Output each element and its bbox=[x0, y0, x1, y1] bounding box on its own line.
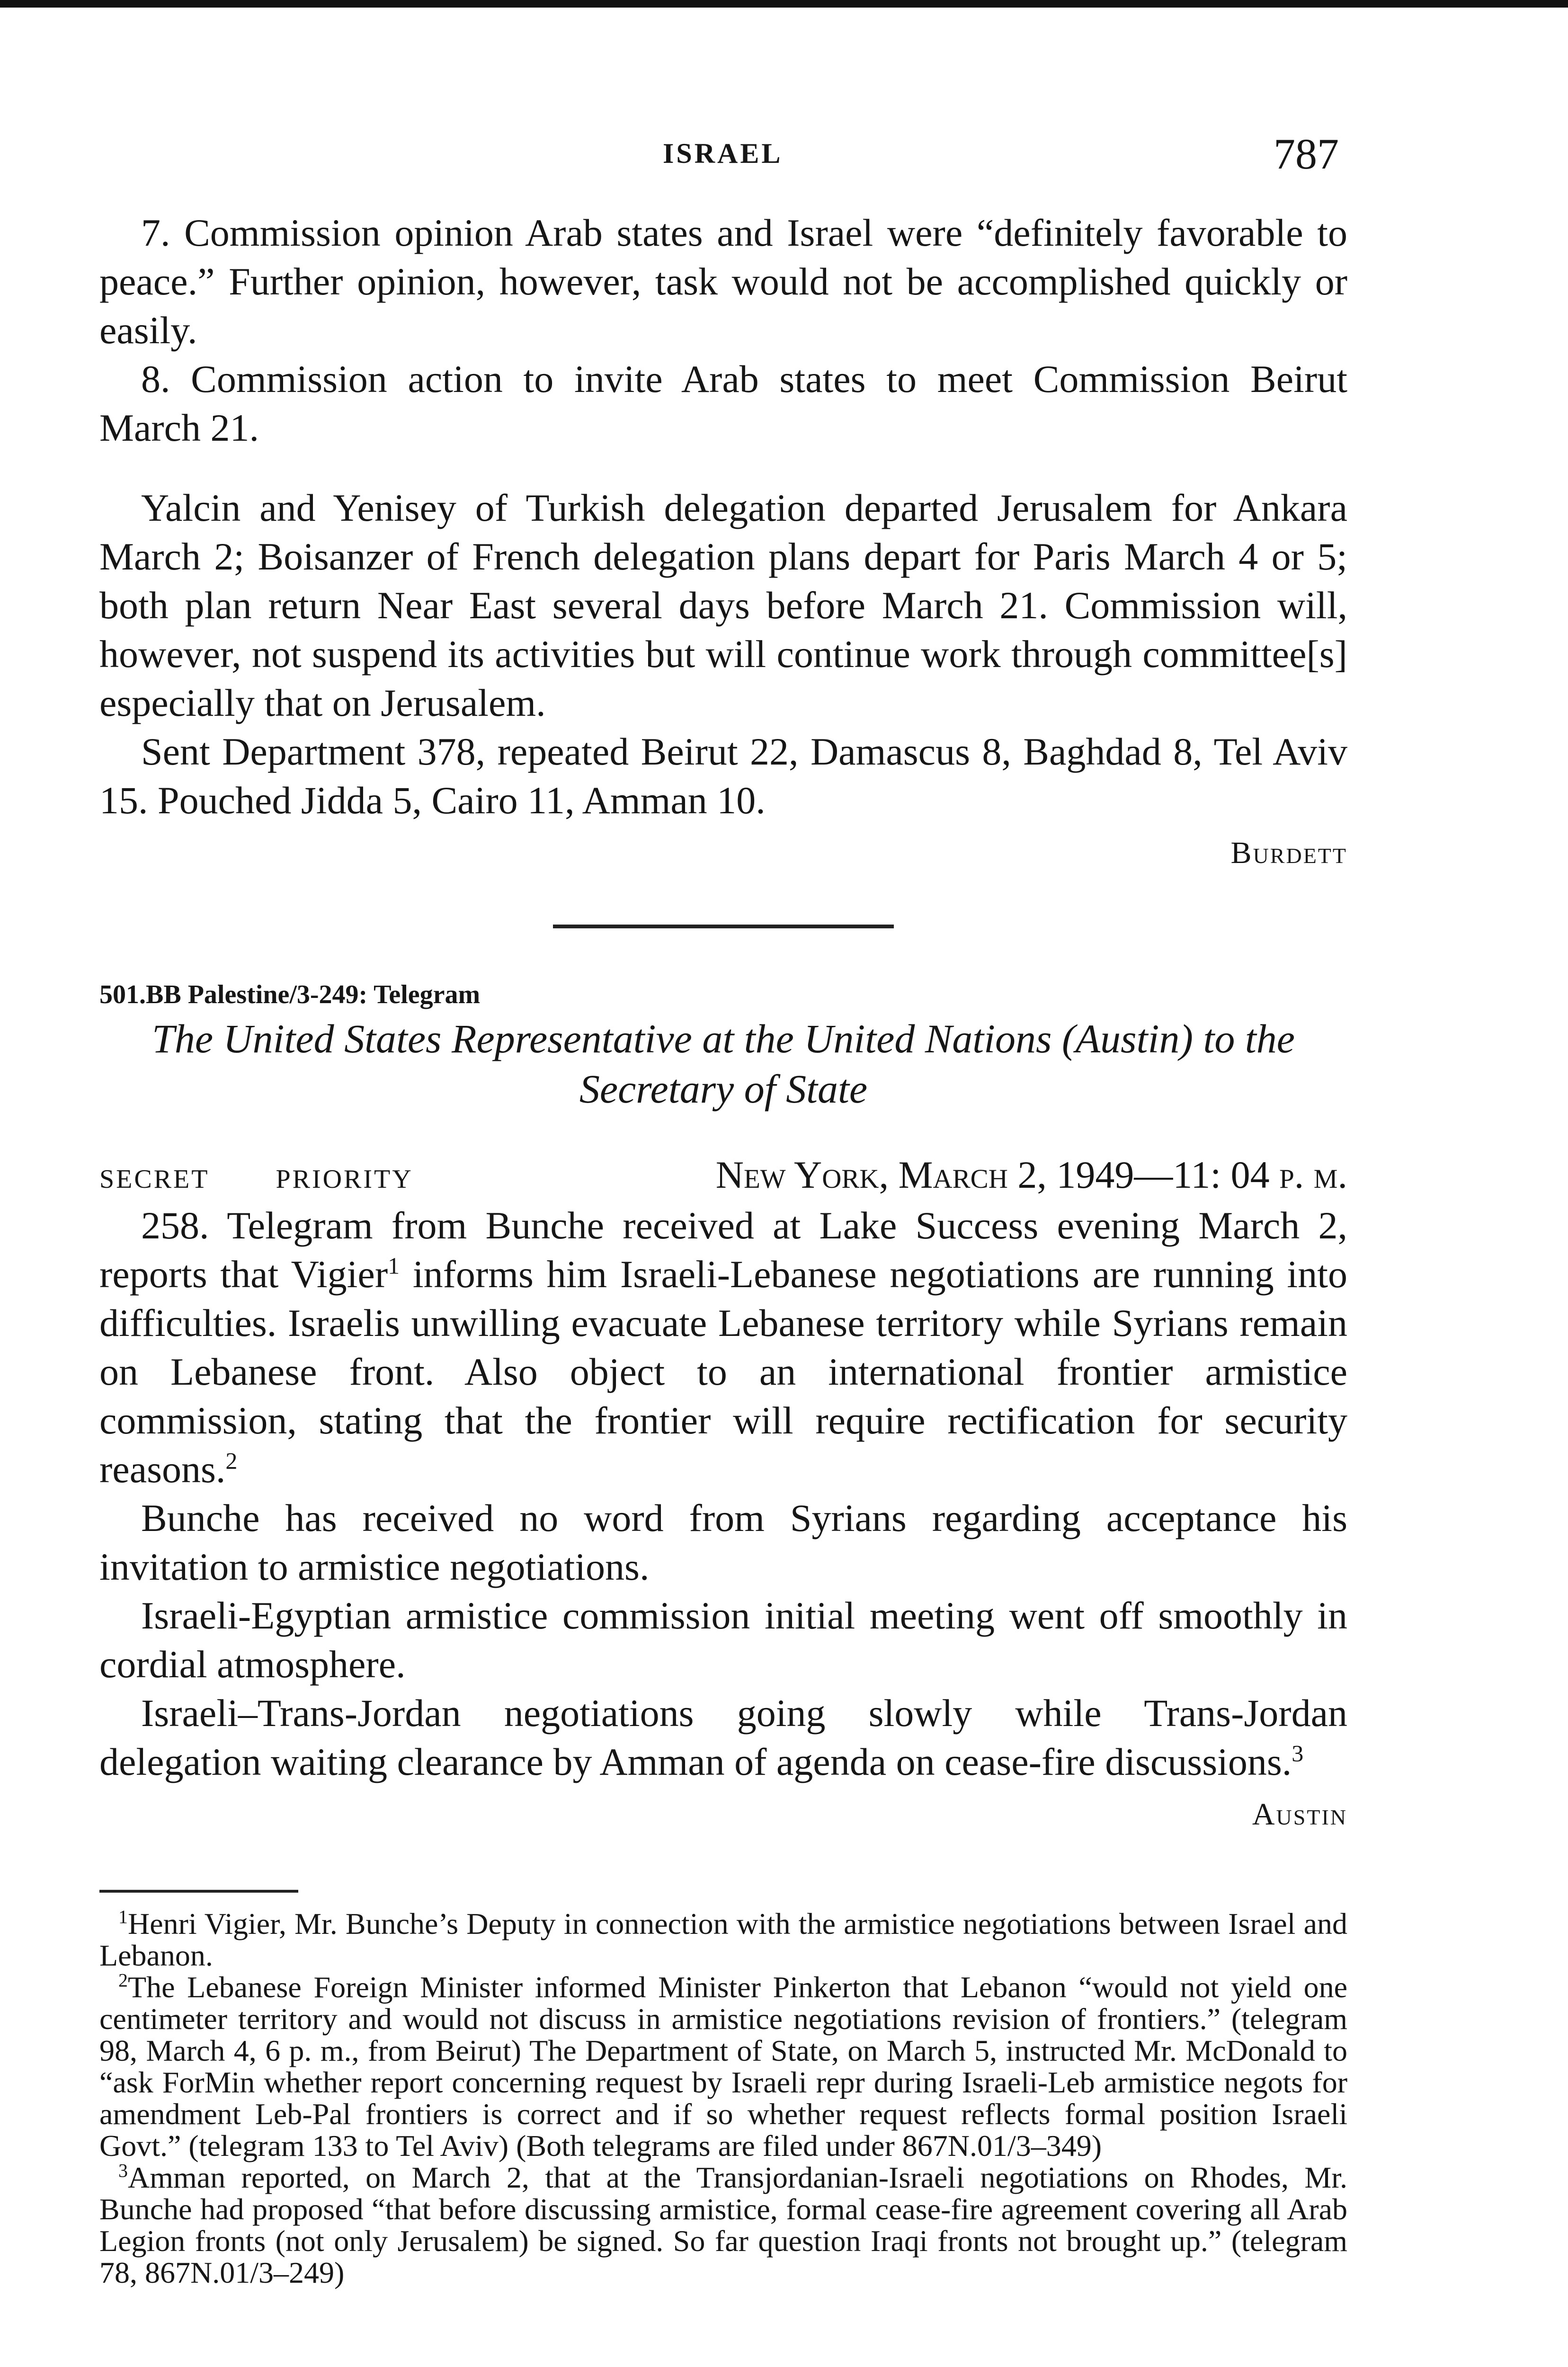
file-reference: 501.BB Palestine/3-249: Telegram bbox=[99, 980, 481, 1009]
paragraph-transjordan-text: Israeli–Trans-Jordan negotiations going slowly while Trans-Jordan delegation waiting clearance by Amman of agenda on cease-fire discussions. bbox=[99, 1691, 1347, 1783]
classification-label: SECRET bbox=[99, 1165, 210, 1194]
footnote-3-mark: 3 bbox=[118, 2160, 128, 2181]
paragraph-258-part-b: informs him Israeli-Lebanese negotiations are running into difficulties. Israelis unwilling evacuate Lebanese territory while Syrians remain on Lebanese front. Also object to an international frontier armistice commission, stating that the frontier will require rectification for security reasons. bbox=[99, 1253, 1347, 1491]
footnote-ref-3: 3 bbox=[1292, 1740, 1304, 1767]
priority-label: PRIORITY bbox=[276, 1165, 413, 1194]
paragraph-258 bbox=[99, 1201, 1347, 1494]
dateline-row bbox=[99, 1153, 1347, 1197]
footnote-2 bbox=[99, 1971, 1347, 2162]
running-head-title: ISRAEL bbox=[663, 138, 783, 169]
footnote-2-text: The Lebanese Foreign Minister informed Minister Pinkerton that Lebanon “would not yield one centimeter territory and would not discuss in armistice negotiations revision of frontiers.” (telegram 98, March 4, 6 p. m., from Beirut) The Department of State, on March 5, instructed Mr. McDonald to “ask ForMin whether report concerning request by Israeli repr during Israeli-Leb armistice negots for amendment Leb-Pal frontiers is correct and if so whether request reflects formal position Israeli Govt.” (telegram 133 to Tel Aviv) (Both telegrams are filed under 867N.01/3–349) bbox=[99, 1970, 1347, 2162]
signature-austin: Austin bbox=[1252, 1797, 1347, 1832]
footnotes bbox=[99, 1908, 1347, 2288]
footnote-1-text: Henri Vigier, Mr. Bunche’s Deputy in connection with the armistice negotiations between Israel and Lebanon. bbox=[99, 1907, 1347, 1972]
footnote-ref-1: 1 bbox=[388, 1252, 400, 1279]
footnote-rule bbox=[99, 1890, 298, 1893]
page-number: 787 bbox=[1274, 130, 1339, 178]
signature-burdett: Burdett bbox=[1230, 836, 1347, 870]
document-title: The United States Representative at the United Nations (Austin) to the Secretary of State bbox=[152, 1016, 1295, 1112]
section-divider bbox=[553, 925, 894, 928]
top-border bbox=[0, 0, 1568, 8]
dateline: New York, March 2, 1949—11: 04 p. m. bbox=[715, 1153, 1347, 1196]
paragraph-transjordan bbox=[99, 1689, 1347, 1786]
page-body bbox=[99, 208, 1347, 2288]
paragraph-syrians: Bunche has received no word from Syrians regarding acceptance his invitation to armistice negotiations. bbox=[99, 1496, 1347, 1588]
footnote-ref-2: 2 bbox=[225, 1447, 238, 1474]
telegram-continuation bbox=[99, 208, 1347, 877]
paragraph-item-8: 8. Commission action to invite Arab states to meet Commission Beirut March 21. bbox=[99, 357, 1347, 449]
footnote-1-mark: 1 bbox=[118, 1906, 128, 1928]
footnote-3-text: Amman reported, on March 2, that at the Transjordanian-Israeli negotiations on Rhodes, Mr. Bunche had proposed “that before discussing armistice, formal cease-fire agreement covering all Arab Legion fronts (not only Jerusalem) be signed. So far question Iraqi fronts not brought up.” (telegram 78, 867N.01/3–249) bbox=[99, 2161, 1347, 2289]
paragraph-delegations: Yalcin and Yenisey of Turkish delegation departed Jerusalem for Ankara March 2; Boisanzer of French delegation plans depart for Paris March 4 or 5; both plan return Near East several days before March 21. Commission will, however, not suspend its activities but will continue work through committee[s] especially that on Jerusalem. bbox=[99, 486, 1347, 724]
running-head bbox=[0, 129, 1568, 181]
paragraph-egyptian: Israeli-Egyptian armistice commission initial meeting went off smoothly in cordial atmosphere. bbox=[99, 1594, 1347, 1686]
paragraph-258-part-a: 258. Telegram from Bunche received at Lake Success evening March 2, reports that Vigier bbox=[99, 1204, 1347, 1296]
telegram-austin bbox=[99, 979, 1347, 1839]
footnote-1 bbox=[99, 1908, 1347, 1971]
paragraph-item-7: 7. Commission opinion Arab states and Israel were “definitely favorable to peace.” Further opinion, however, task would not be accomplished quickly or easily. bbox=[99, 211, 1347, 352]
footnote-2-mark: 2 bbox=[118, 1969, 128, 1991]
footnote-3 bbox=[99, 2162, 1347, 2288]
paragraph-distribution: Sent Department 378, repeated Beirut 22, Damascus 8, Baghdad 8, Tel Aviv 15. Pouched Jidda 5, Cairo 11, Amman 10. bbox=[99, 730, 1347, 822]
